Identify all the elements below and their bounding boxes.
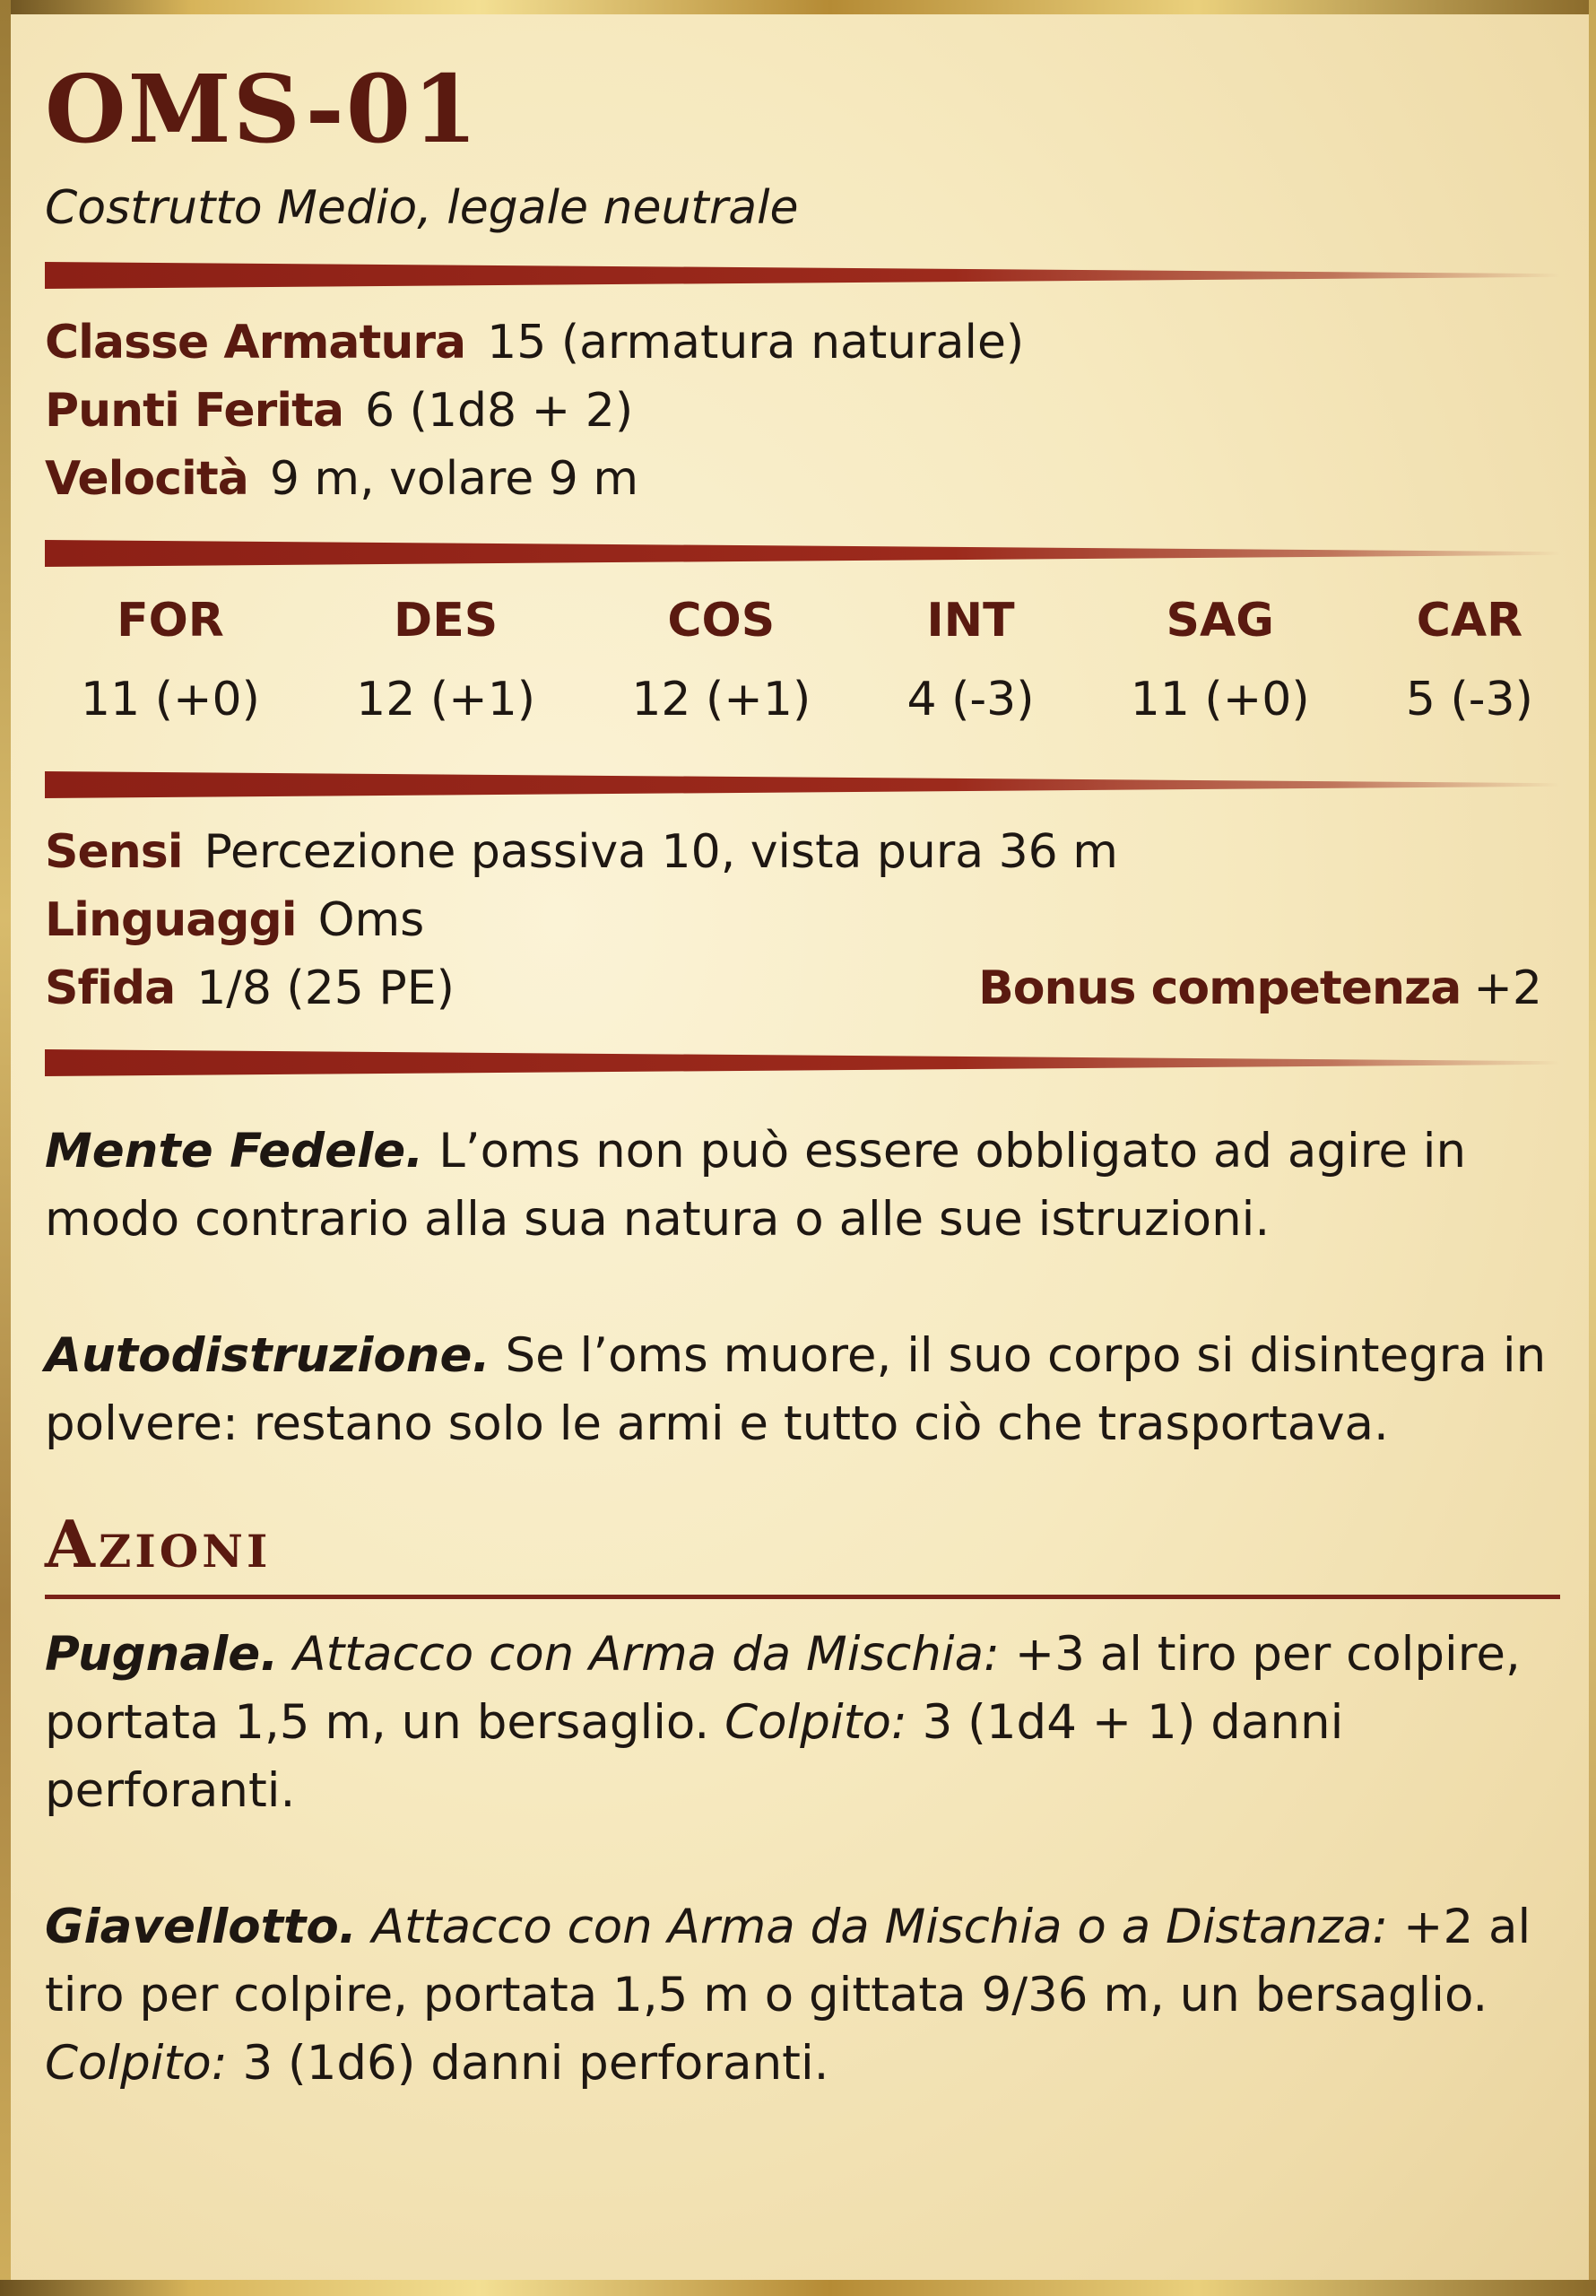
action-name: Giavellotto.: [45, 1900, 357, 1954]
senses-label: Sensi: [45, 825, 183, 879]
ability-wis: [1131, 587, 1310, 744]
ability-con: [631, 587, 811, 744]
ability-int: [906, 587, 1034, 744]
action-hit-text: 3 (1d4 + 1) danni perforanti.: [45, 1695, 1344, 1818]
hit-points-label: Punti Ferita: [45, 384, 344, 438]
proficiency-value: +2: [1473, 961, 1542, 1015]
ability-name: FOR: [117, 594, 224, 648]
armor-class-line: [45, 309, 1560, 377]
ability-value: 5 (-3): [1405, 673, 1533, 726]
section-divider: [45, 262, 1560, 289]
action-attack-text: +3 al tiro per colpire, portata 1,5 m, un bersaglio.: [45, 1627, 1521, 1750]
section-divider: [45, 1049, 1560, 1076]
section-divider: [45, 540, 1560, 567]
ability-scores: [45, 587, 1560, 744]
action-attack-type: Attacco con Arma da Mischia o a Distanza:: [371, 1900, 1389, 1954]
speed-value: 9 m, volare 9 m: [269, 452, 639, 506]
actions-heading-rule: [45, 1595, 1560, 1599]
action-attack-type: Attacco con Arma da Mischia:: [293, 1627, 1000, 1682]
creature-name: OMS-01: [45, 54, 480, 164]
ability-value: 12 (+1): [631, 673, 811, 726]
ability-name: COS: [667, 594, 776, 648]
frame-left-border: [0, 0, 11, 2296]
frame-right-border: [1589, 0, 1596, 2296]
hit-points-line: [45, 377, 1560, 445]
actions-heading: Azioni: [45, 1506, 272, 1582]
trait-name: Autodistruzione.: [45, 1328, 490, 1383]
ability-name: CAR: [1416, 594, 1523, 648]
ability-str: [81, 587, 260, 744]
ability-cha: [1406, 587, 1533, 744]
trait-paragraph: [45, 1118, 1560, 1254]
ability-name: SAG: [1166, 594, 1274, 648]
challenge-label: Sfida: [45, 961, 176, 1015]
action-paragraph: [45, 1621, 1560, 1825]
ability-dex: [356, 587, 535, 744]
challenge-group: [45, 954, 455, 1022]
senses-line: [45, 818, 1560, 886]
stat-block: [45, 54, 1560, 2098]
ability-value: 11 (+0): [81, 673, 260, 726]
ability-name: DES: [394, 594, 499, 648]
proficiency-group: [978, 954, 1542, 1022]
armor-class-label: Classe Armatura: [45, 316, 466, 370]
action-hit-label: Colpito:: [724, 1695, 907, 1750]
trait-text: Se l’oms muore, il suo corpo si disintegra in polvere: restano solo le armi e tutto ciò che trasportava.: [45, 1328, 1547, 1451]
trait-text: L’oms non può essere obbligato ad agire in modo contrario alla sua natura o alle sue istruzioni.: [45, 1124, 1467, 1247]
hit-points-value: 6 (1d8 + 2): [365, 384, 634, 438]
languages-line: [45, 886, 1560, 954]
senses-value: Percezione passiva 10, vista pura 36 m: [204, 825, 1118, 879]
challenge-value: 1/8 (25 PE): [196, 961, 455, 1015]
trait-paragraph: [45, 1322, 1560, 1458]
speed-label: Velocità: [45, 452, 248, 506]
ability-value: 4 (-3): [906, 673, 1035, 726]
armor-class-value: 15 (armatura naturale): [487, 316, 1025, 370]
frame-bottom-border: [0, 2280, 1596, 2296]
action-hit-label: Colpito:: [45, 2036, 228, 2091]
frame-top-border: [0, 0, 1596, 14]
languages-value: Oms: [317, 893, 425, 947]
challenge-line: [45, 954, 1560, 1022]
trait-name: Mente Fedele.: [45, 1124, 424, 1178]
action-paragraph: [45, 1893, 1560, 2098]
action-attack-text: +2 al tiro per colpire, portata 1,5 m o gittata 9/36 m, un bersaglio.: [45, 1900, 1531, 2022]
ability-name: INT: [926, 594, 1015, 648]
section-divider: [45, 771, 1560, 798]
speed-line: [45, 445, 1560, 513]
languages-label: Linguaggi: [45, 893, 297, 947]
ability-value: 11 (+0): [1130, 673, 1310, 726]
action-hit-text: 3 (1d6) danni perforanti.: [242, 2036, 829, 2091]
action-name: Pugnale.: [45, 1627, 279, 1682]
ability-value: 12 (+1): [356, 673, 536, 726]
proficiency-label: Bonus competenza: [978, 961, 1462, 1015]
creature-type-alignment: Costrutto Medio, legale neutrale: [45, 181, 799, 235]
